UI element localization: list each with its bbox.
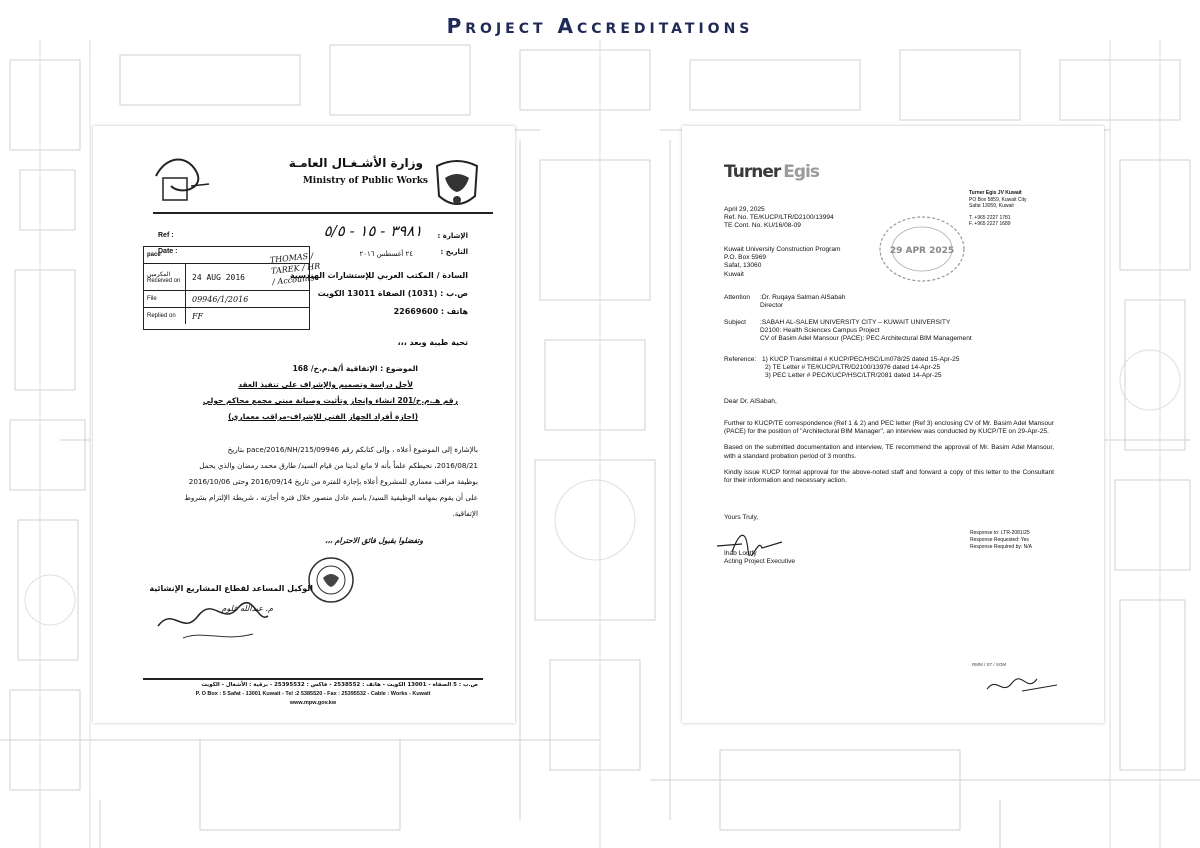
footer-web: www.mpw.gov.kw [289,700,337,706]
logo-turner: Turner [724,162,781,182]
reference-label: Reference: [724,356,757,363]
subject-line3-ar: رقم هـ.م.خ/201 انشاء وإنجاز وتأثيث وصيانة مبنى مجمع محاكم حولي [202,396,458,405]
body-line: على أن يقوم بمهامه الوظيفية السيد/ باسم عادل منصور خلال فترة أجازته ، شريطة الإلتزام بشروط [184,493,478,502]
body-line: بوظيفة مراقب معماري للمشروع أعلاه بإجازة للفترة من تاريخ 2016/09/14 وحتى 2016/10/06 [188,477,478,486]
stamp-handwriting: THOMAS / TAREK / HR / Accounts [269,251,321,287]
signer-name: Ihab Loutfy [724,550,757,557]
letter-ref-no: Ref. No. TE/KUCP/LTR/D2100/13994 [724,214,834,222]
date-label-ar: التاريخ : [440,248,468,256]
ref-label: Ref : [158,232,174,239]
address-line: Safat, 13060 [724,262,762,270]
header-divider [153,212,493,214]
address-line: Kuwait University Construction Program [724,246,841,253]
mpw-letter [93,126,515,723]
reference-line: 2) TE Letter # TE/KUCP/LTR/D2100/13976 dated 14-Apr-25 [765,364,941,372]
signer-block [724,550,795,566]
attention-block [760,294,845,310]
phone-ar: هاتف : 22669600 [393,307,468,316]
letter-te-cont: TE Cont. No. KU/16/08-09 [724,222,801,230]
letter-body [724,420,1054,485]
subject-block [760,319,1080,344]
stamp-file-value: 09946/1/2016 [192,294,249,304]
stamp-received-en: Received on [147,277,181,284]
body-ar [133,442,478,522]
company-tel: T. +965 2227 1781 [969,214,1011,221]
recipient-address [724,246,841,279]
signer-title: Acting Project Executive [724,558,796,566]
response-line: Response Requested: Yes [970,537,1029,543]
subject-line: CV of Basim Adel Mansour (PACE): PEC Architectural BIM Management [760,335,972,343]
company-city: Safat 13059, Kuwait [969,203,1014,209]
ministry-name-en: Ministry of Public Works [302,176,428,186]
subject-label: Subject [724,319,746,326]
stamp-replied-value: FF [192,311,204,321]
subject-line2-ar: لأجل دراسة وتصميم والإشراف على تنفيذ العقد [238,380,413,389]
logo-egis: Egis [783,162,819,182]
attention-role: Director [760,302,784,310]
reference-block [762,356,1082,381]
subject-line: :SABAH AL-SALEM UNIVERSITY CITY – KUWAIT UNIVERSITY [760,319,951,326]
pace-handwritten-logo [151,146,211,206]
company-address-block [969,190,1089,228]
initials-signature-icon [982,671,1062,701]
body-line: الإتفاقية. [452,509,478,518]
company-po-box: PO Box 5859, Kuwait City [969,196,1027,203]
ref-number-handwritten: ٣٩٨١ - ١٥ - ٥/٥ [323,222,423,240]
footer-divider [143,678,483,680]
body-paragraph: Based on the submitted documentation and interview, TE recommend the approval of Mr. Basim Adel Mansour, with a standard probation period of 3 months. [724,444,1054,460]
stamp-received-date: 24 AUG 2016 [192,272,245,282]
received-stamp-icon [877,214,967,284]
salutation: Dear Dr. AlSabah, [724,398,777,405]
address-line: P.O. Box 5969 [724,254,767,262]
stamp-replied-label: Replied on [144,308,186,324]
attention-value: :Dr. Ruqaya Salman AlSabah [760,294,846,301]
stamp-file-label: File [144,291,186,307]
footer-en: P. O Box : 5 Safat - 13001 Kuwait - Tel :2 5385520 - Fax : 25395532 - Cable : Works - Kuwait [195,691,431,697]
address-line: Kuwait [724,270,744,278]
company-fax: F. +965 2227 1689 [969,221,1011,227]
turner-egis-logo [724,162,819,182]
reference-line: 1) KUCP Transmittal # KUCP/PEC/HSC/Lm078/25 dated 15-Apr-25 [762,356,960,363]
letter-header [724,206,834,231]
letter-date-ar: ٢٤ أغسطس ٢٠١٦ [359,250,413,258]
greeting-ar: تحية طيبة وبعد ،،، [397,338,468,347]
initials: RMM / ST / SOM [972,662,1007,667]
body-paragraph: Kindly issue KUCP formal approval for the above-noted staff and forward a copy of this letter to the Consultant for their information and necessary action. [724,468,1054,485]
subject-line4-ar: (اجازة أفراد الجهاز الفني للإشراف-مراقب معماري) [228,412,418,421]
closing: Yours Truly, [724,514,759,521]
stamp-date: 29 APR 2025 [889,246,955,256]
ministry-name-ar: وزارة الأشـغـال العامـة [288,156,423,170]
stamp-received-label [144,264,186,290]
po-box-ar: ص.ب : (1031) الصفاة 13011 الكويت [317,289,468,298]
response-line: Response to: LTR-2081/25 [970,530,1030,536]
body-paragraph: Further to KUCP/TE correspondence (Ref 1 & 2) and PEC letter (Ref 3) enclosing CV of Mr. Basim Adel Mansour (PACE) for the position of "Architectural BIM Manager", an interview was conducted by KUCP/TE on 29-Apr-25. [724,420,1054,436]
closing-ar: وتفضلوا بقبول فائق الاحترام ،،، [325,536,423,545]
company-name: Turner Egis JV Kuwait [969,190,1022,196]
date-label: Date : [158,248,178,255]
footer-ar: ص.ب : 5 الصفاة - 13001 الكويت - هاتف : 2538552 - فاكس : 25395532 - برقية : الأشغال - الكويت [201,682,478,688]
ministry-seal-icon [307,554,355,606]
response-line: Response Required by: N/A [970,544,1032,550]
attention-label: Attention [724,294,751,301]
ref-label-ar: الإشارة : [437,232,468,240]
letter-date: April 29, 2025 [724,206,765,213]
stamp-received-ar: المكرمين [147,271,171,278]
reference-line: 3) PEC Letter # PEC/KUCP/HSC/LTR/2081 dated 14-Apr-25 [765,372,942,380]
subject-line: D2100: Health Sciences Campus Project [760,327,880,335]
body-line: بالإشارة إلى الموضوع أعلاه ، وإلى كتابكم رقم 09946/pace/2016/NH/215 بتاريخ [227,445,478,454]
page-title: Project Accreditations [446,14,754,38]
response-block [970,530,1080,551]
subject-ar: الموضوع : الإتفاقية أ/هـ.م.خ/ 168 [292,364,418,373]
turner-egis-letter [682,126,1104,723]
signatory-title-ar: الوكيل المساعد لقطاع المشاريع الإنشائية [149,584,313,593]
signatory-name-ar: م. عبدالله غلوم [221,604,273,613]
stamp-pace: pace [147,252,161,258]
kuwait-emblem-icon [433,156,481,212]
body-line: 2016/08/21، نحيطكم علماً بأنه لا مانع لدينا من قيام السيد/ طارق محمد رمضان والذي يحمل [199,461,478,470]
addressee-ar: السادة / المكتب العربي للإستشارات الهندسية [289,271,468,280]
